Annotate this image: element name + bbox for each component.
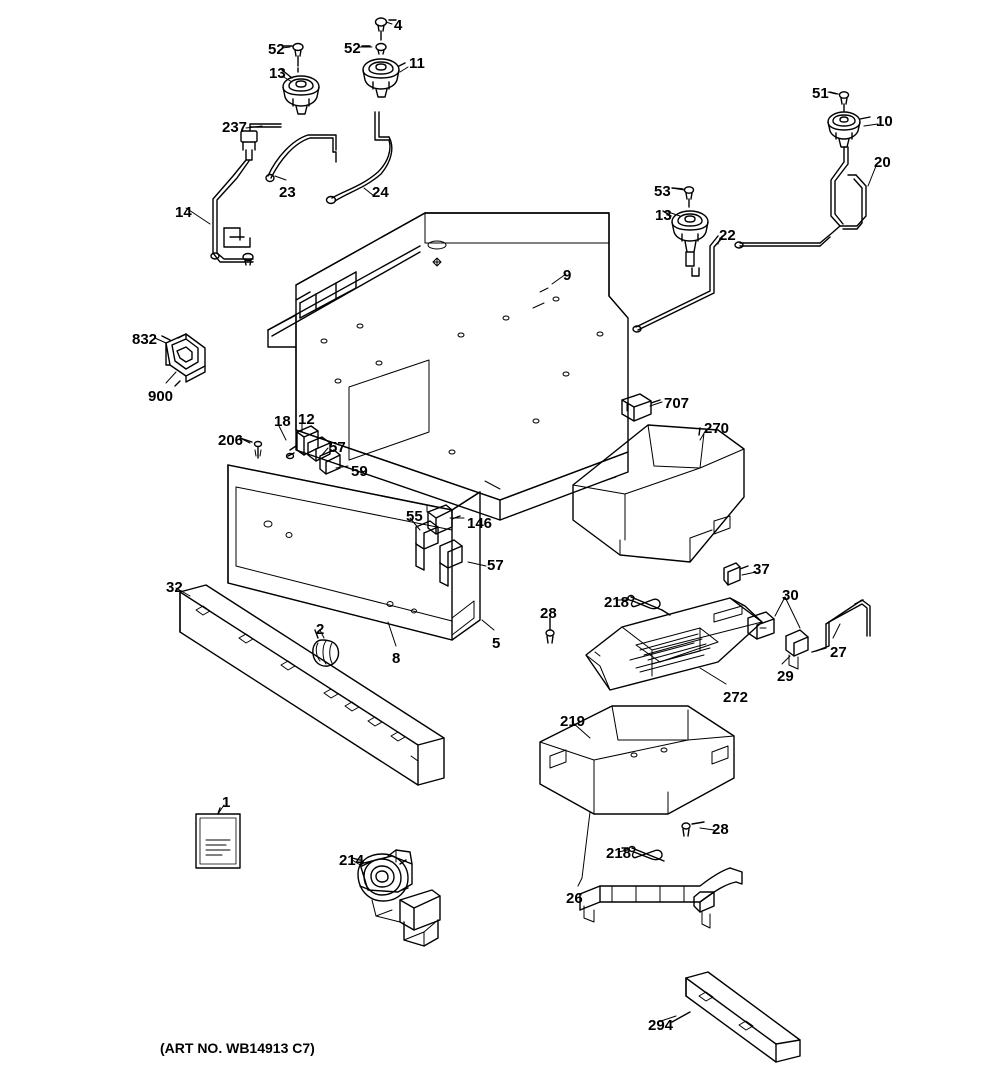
callout-237: 237	[222, 119, 248, 136]
burner-head-11	[363, 59, 405, 97]
callout-22: 22	[719, 227, 736, 244]
callout-1: 1	[222, 794, 231, 811]
callout-29: 29	[777, 668, 794, 685]
igniter-218-top	[628, 596, 670, 616]
oven-burner-tube-26	[580, 868, 742, 928]
callout-11: 11	[409, 55, 425, 72]
callout-218-lower: 218	[606, 845, 632, 862]
callout-28-upper: 28	[540, 605, 557, 622]
tube-14-bracket	[213, 228, 253, 265]
callout-218-upper: 218	[604, 594, 630, 611]
callout-23: 23	[279, 184, 296, 201]
callout-9: 9	[563, 267, 572, 284]
callout-206: 206	[218, 432, 244, 449]
callout-24: 24	[372, 184, 389, 201]
callout-26: 26	[566, 890, 583, 907]
screw-28-bottom	[682, 822, 704, 836]
callout-18: 18	[274, 413, 291, 430]
burner-head-13-left	[282, 68, 319, 114]
gas-tube-237	[211, 124, 281, 259]
callout-8: 8	[392, 650, 401, 667]
callout-57-lower: 57	[487, 557, 504, 574]
blower-motor-214	[352, 850, 440, 946]
valve-assembly-55-146-57	[416, 505, 462, 586]
screw-52-left-icon	[284, 44, 303, 67]
callout-52-right: 52	[344, 40, 361, 57]
manual-document-1	[196, 814, 240, 868]
gas-tube-22	[633, 236, 722, 332]
screw-52-right-icon	[362, 44, 386, 55]
bracket-832-900	[162, 334, 205, 386]
callout-20: 20	[874, 154, 891, 171]
callout-707: 707	[664, 395, 690, 412]
callout-59: 59	[351, 463, 368, 480]
callout-214: 214	[339, 852, 365, 869]
callout-12: 12	[298, 411, 315, 428]
callout-51: 51	[812, 85, 829, 102]
screw-51-icon	[830, 92, 849, 111]
callout-57-upper: 57	[329, 439, 346, 456]
valve-assembly-12-18-57-59	[240, 426, 340, 474]
callout-832: 832	[132, 331, 158, 348]
callout-30: 30	[782, 587, 799, 604]
art-number-note: (ART NO. WB14913 C7)	[160, 1040, 315, 1056]
callout-272: 272	[723, 689, 749, 706]
callout-4: 4	[394, 17, 403, 34]
callout-13-left: 13	[269, 65, 286, 82]
callout-146: 146	[467, 515, 493, 532]
main-burner-box-9	[268, 213, 628, 520]
heat-shield-270	[573, 425, 744, 562]
bottom-panel-32	[180, 585, 444, 785]
callout-32: 32	[166, 579, 183, 596]
callout-13-right: 13	[655, 207, 672, 224]
screw-4-icon	[376, 18, 397, 40]
callout-5: 5	[492, 635, 501, 652]
callout-294: 294	[648, 1017, 674, 1034]
callout-2: 2	[316, 621, 325, 638]
callout-219: 219	[560, 713, 586, 730]
burner-head-10	[828, 112, 870, 147]
gas-tube-20	[735, 147, 866, 248]
callout-900: 900	[148, 388, 174, 405]
callout-52-left: 52	[268, 41, 285, 58]
callout-14: 14	[175, 204, 192, 221]
rear-panel-294	[672, 972, 800, 1062]
igniter-wire-23	[266, 135, 336, 182]
callout-53: 53	[654, 183, 671, 200]
callout-55: 55	[406, 508, 423, 525]
manifold-panel-5	[228, 465, 480, 640]
callout-10: 10	[876, 113, 893, 130]
bracket-30-29-27	[730, 598, 870, 669]
oven-burner-272	[586, 598, 762, 690]
callout-27: 27	[830, 644, 847, 661]
callout-37: 37	[753, 561, 770, 578]
callout-28-lower: 28	[712, 821, 729, 838]
callout-270: 270	[704, 420, 730, 437]
